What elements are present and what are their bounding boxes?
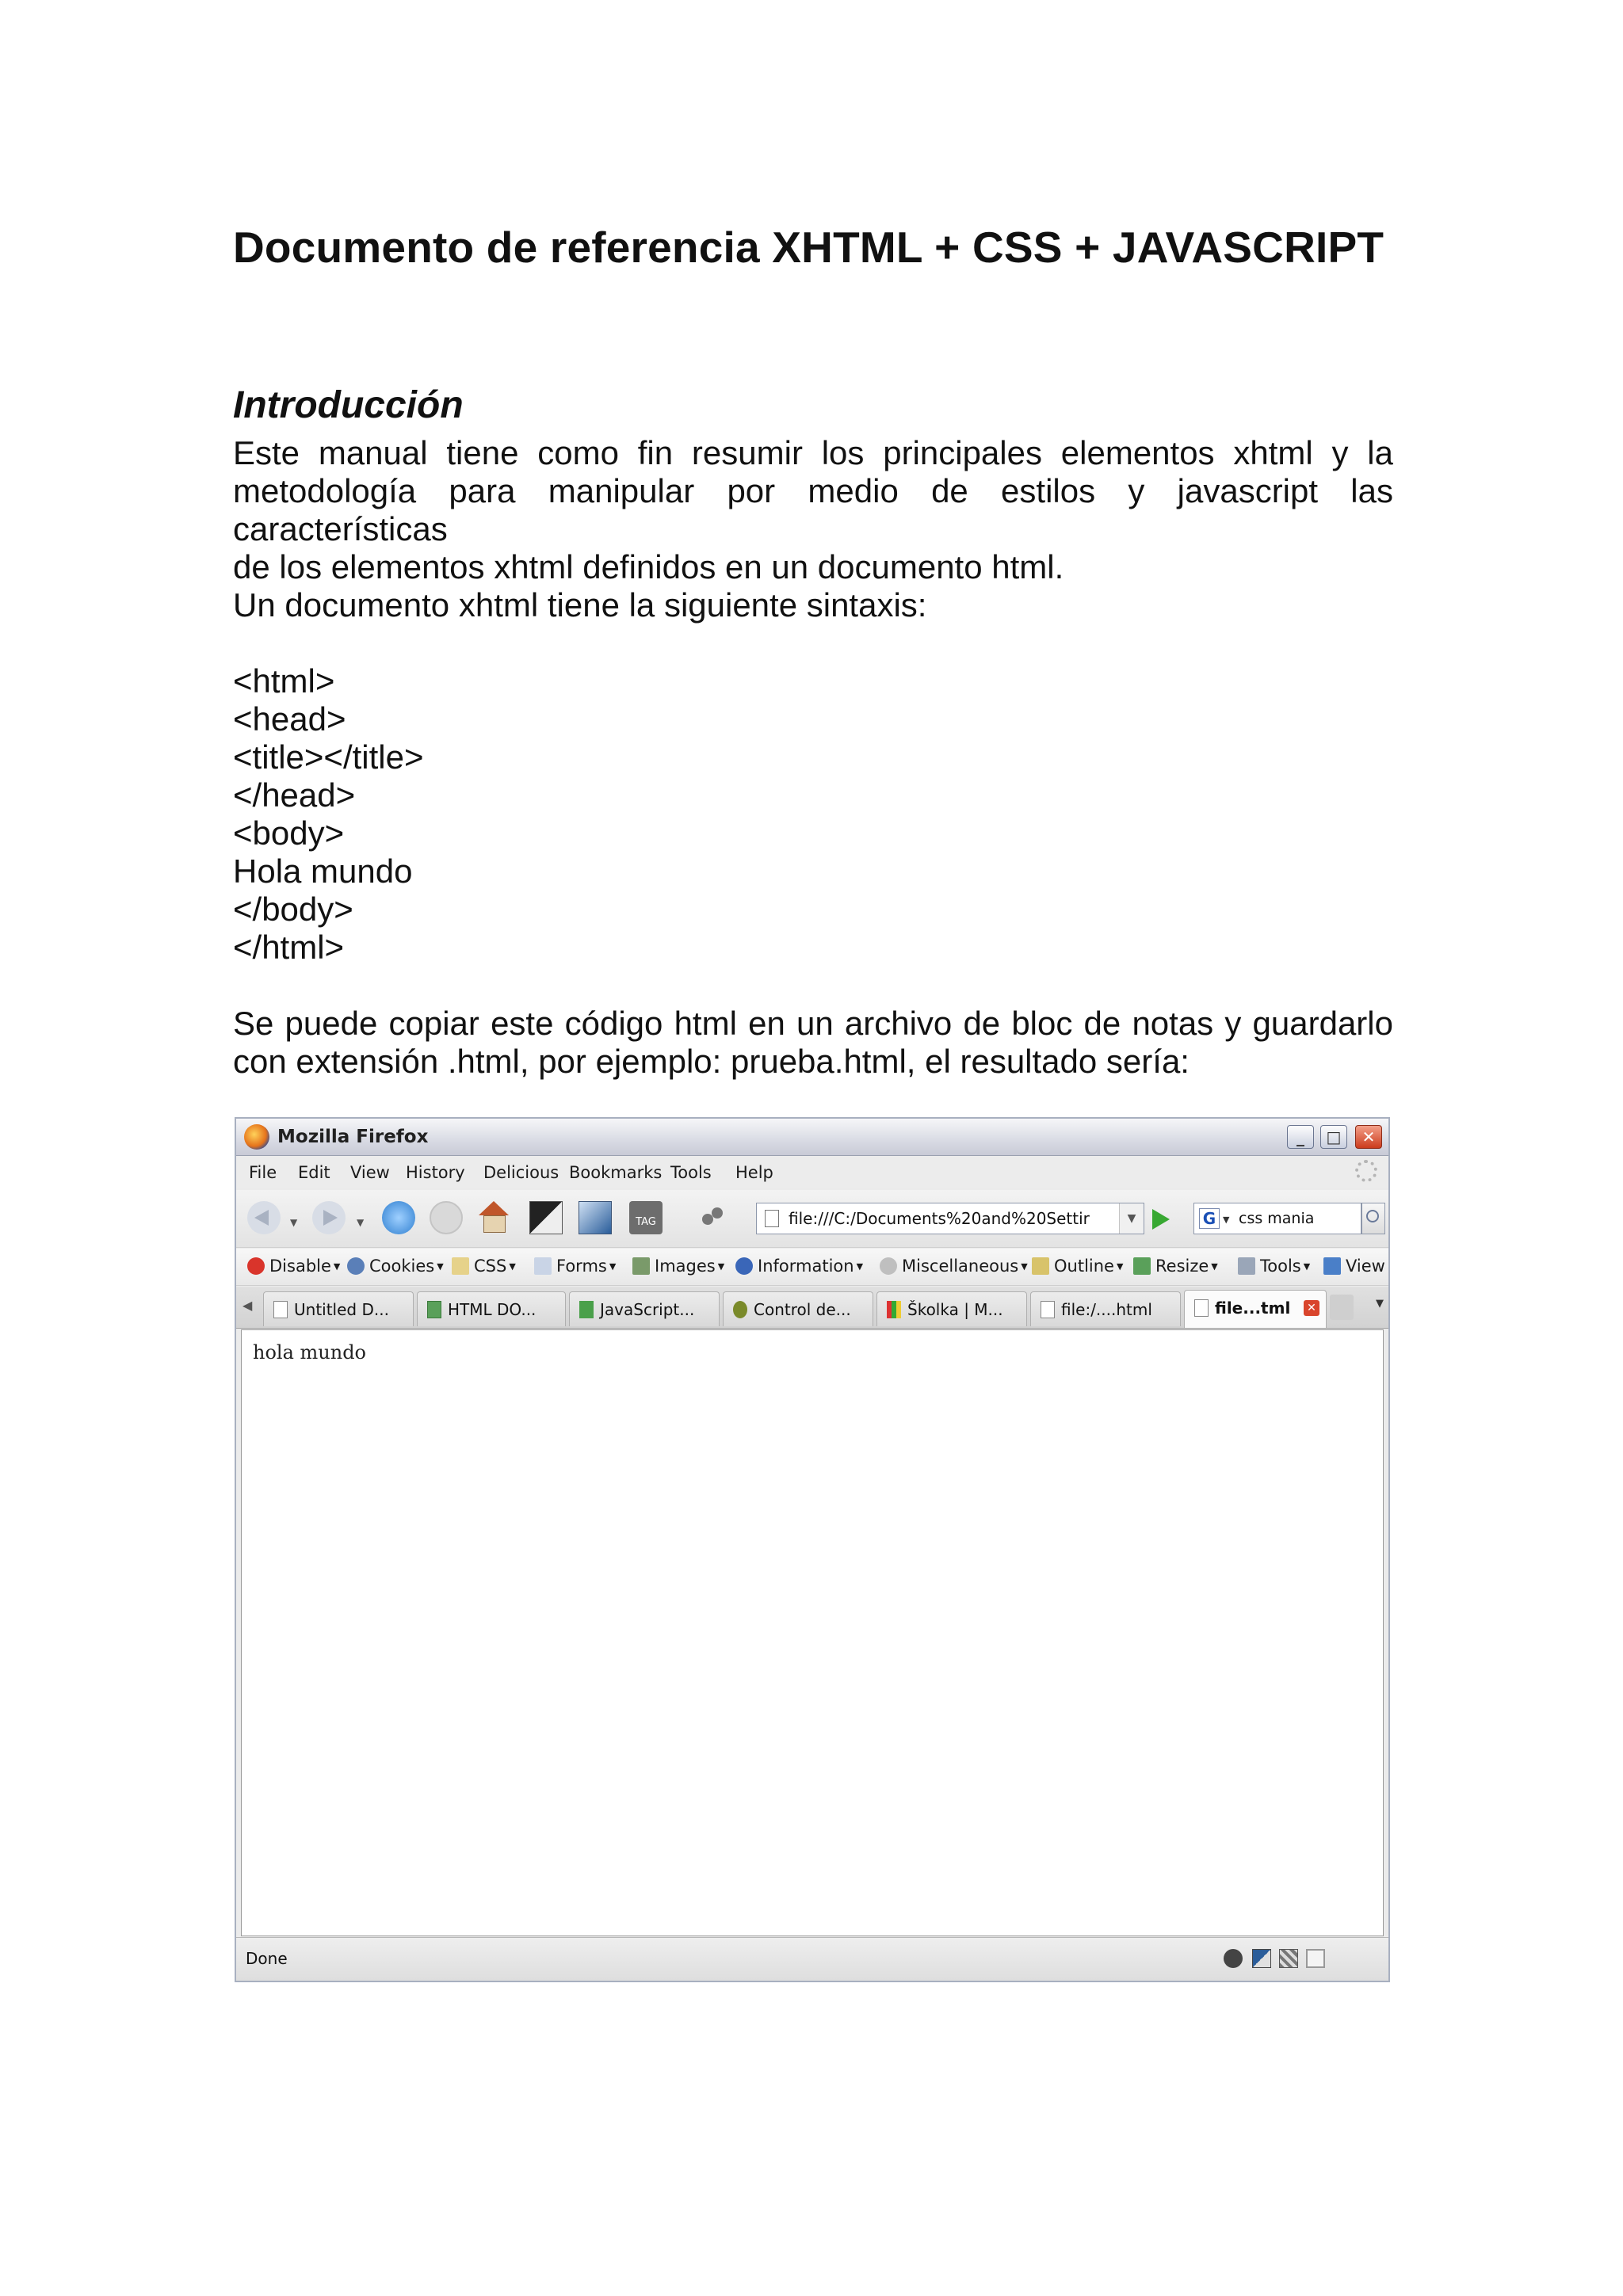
- forms-icon: [534, 1257, 552, 1275]
- intro-paragraph: [233, 434, 1393, 586]
- skolka-icon: [887, 1301, 901, 1318]
- menu-tools[interactable]: Tools: [670, 1163, 712, 1182]
- miscellaneous-icon: [880, 1257, 897, 1275]
- paragraph-line: Este manual tiene como fin resumir los principales elementos xhtml y la: [233, 434, 1393, 471]
- paragraph-line: metodología para manipular por medio de estilos y javascript las características: [233, 472, 1393, 547]
- dev-label: Resize: [1155, 1257, 1209, 1276]
- code-line: </body>: [233, 891, 353, 928]
- dev-label: Miscellaneous: [902, 1257, 1019, 1276]
- dev-miscellaneous-menu[interactable]: Miscellaneous ▼: [880, 1257, 1028, 1276]
- menu-view[interactable]: View: [350, 1163, 390, 1182]
- dev-forms-menu[interactable]: Forms ▼: [534, 1257, 616, 1276]
- javascript-icon: [579, 1301, 594, 1318]
- firefox-logo-icon: [244, 1124, 269, 1150]
- menu-edit[interactable]: Edit: [298, 1163, 330, 1182]
- throbber-icon: [1355, 1160, 1377, 1182]
- tab-file-html[interactable]: [1030, 1291, 1181, 1326]
- search-input-value: css mania: [1239, 1210, 1315, 1227]
- dev-label: CSS: [474, 1257, 507, 1276]
- resize-icon: [1133, 1257, 1151, 1275]
- tab-label: file:/....html: [1061, 1300, 1152, 1319]
- status-extension-icon[interactable]: [1252, 1949, 1271, 1968]
- dev-label: Forms: [556, 1257, 607, 1276]
- browser-screenshot: [235, 1117, 1390, 1982]
- paragraph-line: de los elementos xhtml definidos en un documento html.: [233, 548, 1064, 585]
- google-engine-icon[interactable]: G: [1199, 1208, 1220, 1229]
- menu-bookmarks[interactable]: Bookmarks: [569, 1163, 663, 1182]
- window-title: Mozilla Firefox: [277, 1127, 429, 1147]
- dev-css-menu[interactable]: CSS ▼: [452, 1257, 516, 1276]
- tag-icon[interactable]: TAG: [629, 1201, 663, 1234]
- code-example: [233, 662, 424, 967]
- dev-outline-menu[interactable]: Outline ▼: [1032, 1257, 1123, 1276]
- tab-control[interactable]: [723, 1291, 873, 1326]
- back-history-dropdown[interactable]: ▼: [290, 1217, 298, 1228]
- tab-close-icon[interactable]: ✕: [1304, 1300, 1319, 1316]
- code-line: Hola mundo: [233, 852, 413, 890]
- search-engine-dropdown[interactable]: ▼: [1223, 1215, 1230, 1225]
- images-icon: [632, 1257, 650, 1275]
- new-tab-button[interactable]: [1330, 1295, 1354, 1320]
- close-button[interactable]: [1355, 1125, 1382, 1149]
- tab-label: Control de...: [754, 1300, 851, 1319]
- web-developer-toolbar: [236, 1249, 1388, 1286]
- minimize-icon: _: [1296, 1127, 1304, 1146]
- tab-bar: [236, 1287, 1388, 1329]
- copy-paragraph: [233, 1005, 1393, 1081]
- menu-delicious[interactable]: Delicious: [483, 1163, 559, 1182]
- section-title: Introducción: [233, 384, 464, 426]
- code-line: </head>: [233, 776, 356, 814]
- forward-history-dropdown[interactable]: ▼: [357, 1217, 365, 1228]
- share-icon[interactable]: [696, 1201, 729, 1234]
- address-bar[interactable]: [756, 1203, 1144, 1234]
- dev-tools-menu[interactable]: Tools ▼: [1238, 1257, 1310, 1276]
- home-icon[interactable]: [477, 1201, 510, 1234]
- tab-html-dom[interactable]: [417, 1291, 566, 1326]
- syntax-intro: Un documento xhtml tiene la siguiente sintaxis:: [233, 586, 927, 624]
- tab-label: file...tml: [1215, 1299, 1291, 1318]
- dev-cookies-menu[interactable]: Cookies ▼: [347, 1257, 444, 1276]
- document-title: Documento de referencia XHTML + CSS + JAVASCRIPT: [233, 223, 1384, 272]
- menu-file[interactable]: File: [249, 1163, 277, 1182]
- dev-label: Images: [655, 1257, 716, 1276]
- tab-label: Školka | M...: [907, 1300, 1003, 1319]
- tools-icon: [1238, 1257, 1255, 1275]
- tab-label: JavaScript...: [600, 1300, 695, 1319]
- menu-help[interactable]: Help: [735, 1163, 773, 1182]
- maximize-button[interactable]: [1320, 1125, 1347, 1149]
- dev-view-menu[interactable]: [1323, 1257, 1385, 1276]
- close-icon: ✕: [1361, 1127, 1376, 1146]
- view-source-icon: [1323, 1257, 1341, 1275]
- page-content-area: [241, 1329, 1384, 1936]
- code-line: <html>: [233, 662, 335, 700]
- code-line: </html>: [233, 929, 345, 966]
- window-titlebar: [236, 1119, 1388, 1156]
- outline-icon: [1032, 1257, 1049, 1275]
- dev-disable-menu[interactable]: Disable ▼: [247, 1257, 340, 1276]
- tab-list-dropdown[interactable]: ▼: [1376, 1298, 1384, 1310]
- tab-file-active[interactable]: [1184, 1290, 1327, 1328]
- reload-icon[interactable]: [382, 1201, 415, 1234]
- mail-icon[interactable]: [1306, 1949, 1325, 1968]
- tab-label: Untitled D...: [294, 1300, 389, 1319]
- code-line: <body>: [233, 814, 345, 852]
- stop-icon[interactable]: [430, 1201, 463, 1234]
- minimize-button[interactable]: [1287, 1125, 1314, 1149]
- back-icon[interactable]: [247, 1201, 281, 1234]
- go-icon[interactable]: [1152, 1209, 1170, 1230]
- forward-icon[interactable]: [312, 1201, 346, 1234]
- page-icon: [1041, 1301, 1055, 1318]
- dev-label: Information: [758, 1257, 854, 1276]
- code-line: <title></title>: [233, 738, 424, 776]
- dev-images-menu[interactable]: Images ▼: [632, 1257, 724, 1276]
- tab-label: HTML DO...: [448, 1300, 537, 1319]
- page-icon: [273, 1301, 288, 1318]
- paragraph-line: Se puede copiar este código html en un archivo de bloc de notas y guardarlo: [233, 1005, 1393, 1042]
- control-icon: [733, 1301, 747, 1318]
- page-icon: [765, 1210, 779, 1227]
- css-icon: [452, 1257, 469, 1275]
- paragraph-line: con extensión .html, por ejemplo: prueba.html, el resultado sería:: [233, 1043, 1190, 1080]
- code-line: <head>: [233, 700, 346, 738]
- menu-history[interactable]: History: [406, 1163, 465, 1182]
- status-bar: [236, 1937, 1388, 1981]
- tab-scroll-left-icon[interactable]: ◀: [242, 1298, 253, 1313]
- dev-information-menu[interactable]: Information ▼: [735, 1257, 863, 1276]
- bug-icon[interactable]: [1224, 1949, 1243, 1968]
- status-tools-icon[interactable]: [1279, 1949, 1298, 1968]
- page-icon: [1194, 1299, 1209, 1317]
- information-icon: [735, 1257, 753, 1275]
- cookies-icon: [347, 1257, 365, 1275]
- address-bar-url: file:///C:/Documents%20and%20Settir: [789, 1209, 1090, 1228]
- menu-bar: [236, 1157, 1388, 1188]
- w3-icon: [427, 1301, 441, 1318]
- search-input[interactable]: [1193, 1203, 1361, 1234]
- toolbar-extension-icon[interactable]: [529, 1201, 563, 1234]
- page-content-text: hola mundo: [253, 1341, 367, 1363]
- status-text: Done: [246, 1949, 288, 1968]
- dev-label: Tools: [1260, 1257, 1301, 1276]
- dev-label: Disable: [269, 1257, 331, 1276]
- dev-label: Outline: [1054, 1257, 1114, 1276]
- tab-untitled[interactable]: [263, 1291, 414, 1326]
- dev-label: Cookies: [369, 1257, 435, 1276]
- tab-javascript[interactable]: [569, 1291, 720, 1326]
- url-dropdown-button[interactable]: ▼: [1119, 1203, 1144, 1234]
- search-button[interactable]: [1361, 1203, 1385, 1234]
- navigation-toolbar: [236, 1190, 1388, 1248]
- toolbar-window-icon[interactable]: [579, 1201, 612, 1234]
- tab-skolka[interactable]: [876, 1291, 1027, 1326]
- dev-resize-menu[interactable]: Resize ▼: [1133, 1257, 1218, 1276]
- dev-label: View: [1346, 1257, 1385, 1276]
- disable-icon: [247, 1257, 265, 1275]
- maximize-icon: □: [1326, 1127, 1342, 1146]
